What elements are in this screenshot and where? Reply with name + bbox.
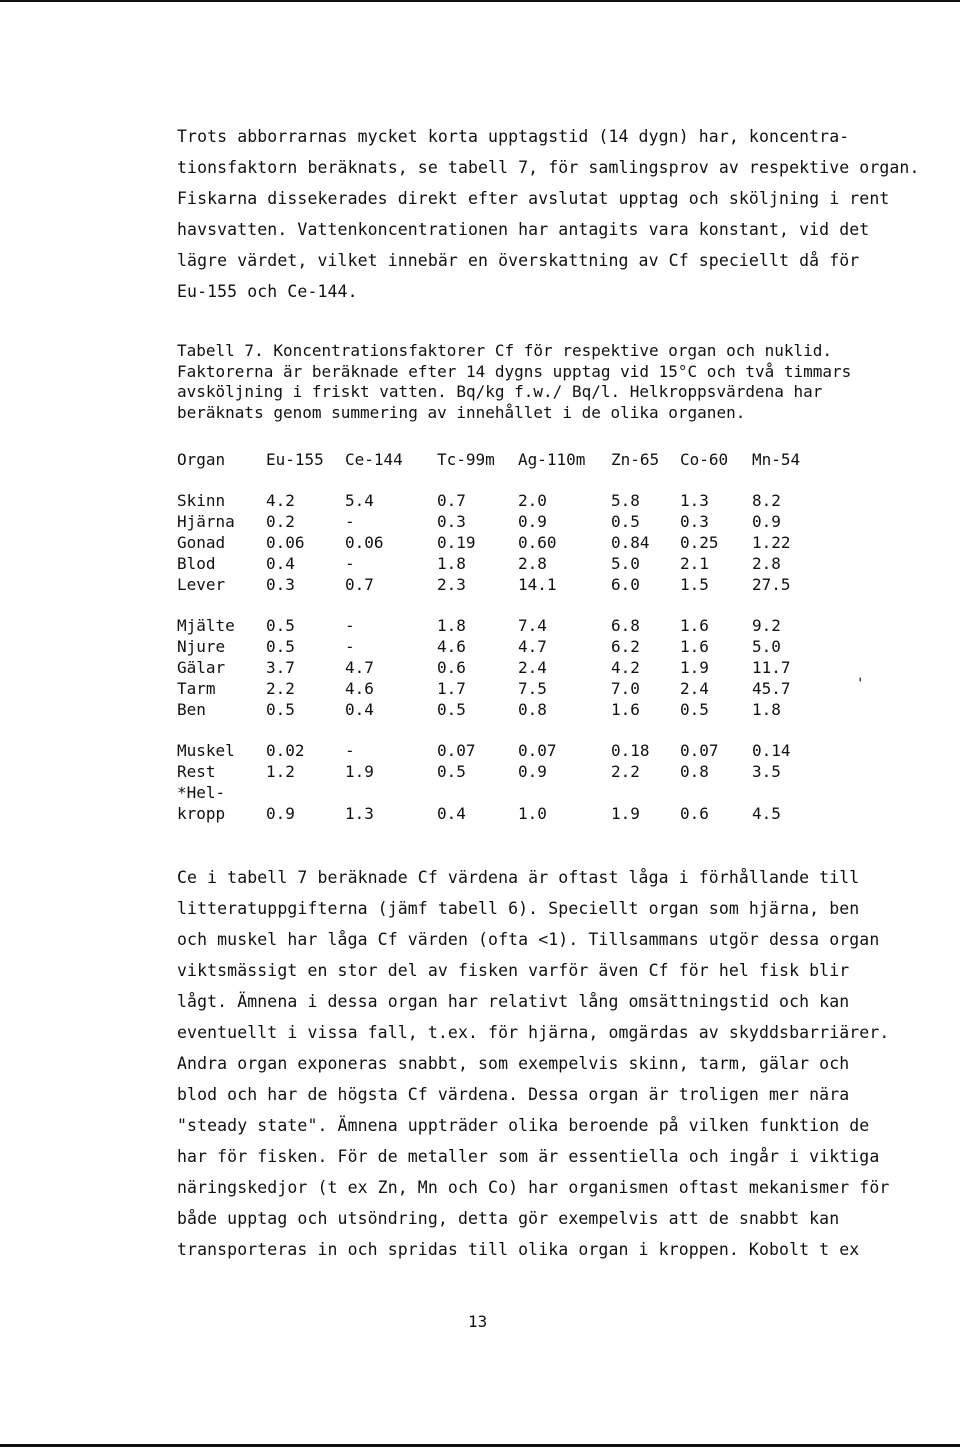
table-cell: 9.2 (752, 616, 781, 635)
paragraph-line: lägre värdet, vilket innebär en överskattning av Cf speciellt då för (177, 251, 860, 270)
table-cell: 4.5 (752, 804, 781, 823)
table-cell: 1.7 (437, 679, 466, 698)
table-cell: 1.9 (680, 658, 709, 677)
table-cell: 1.3 (680, 491, 709, 510)
table-cell: 0.9 (518, 512, 547, 531)
table-cell: 4.6 (345, 679, 374, 698)
table-cell: 0.07 (680, 741, 719, 760)
table-cell: 0.5 (266, 700, 295, 719)
table-header-cell: Organ (177, 450, 226, 469)
table-cell: 0.06 (345, 533, 384, 552)
table-cell: 1.6 (611, 700, 640, 719)
page-number: 13 (468, 1312, 488, 1331)
table-header-cell: Co-60 (680, 450, 729, 469)
table-row-label: Hjärna (177, 512, 235, 531)
table-cell: 0.7 (437, 491, 466, 510)
table-caption (177, 341, 851, 423)
table-cell: 0.5 (437, 762, 466, 781)
paragraph-line: både upptag och utsöndring, detta gör exempelvis att de snabbt kan (177, 1209, 840, 1228)
table-cell: 0.4 (437, 804, 466, 823)
table-cell: - (345, 512, 355, 531)
paragraph-line: "steady state". Ämnena uppträder olika beroende på vilken funktion de (177, 1116, 870, 1135)
table-cell: 0.3 (680, 512, 709, 531)
table-cell: 2.8 (752, 554, 781, 573)
table-cell: 7.0 (611, 679, 640, 698)
table-row-label: Gonad (177, 533, 226, 552)
table-cell: 0.9 (266, 804, 295, 823)
paragraph-line: transporteras in och spridas till olika organ i kroppen. Kobolt t ex (177, 1240, 860, 1259)
paragraph-line: Ce i tabell 7 beräknade Cf värdena är oftast låga i förhållande till (177, 868, 860, 887)
table-cell: 4.7 (345, 658, 374, 677)
table-cell: 7.4 (518, 616, 547, 635)
paragraph-line: viktsmässigt en stor del av fisken varför även Cf för hel fisk blir (177, 961, 850, 980)
table-cell: 0.9 (752, 512, 781, 531)
table-cell: 2.4 (518, 658, 547, 677)
table-row-label: kropp (177, 804, 226, 823)
table-cell: 0.19 (437, 533, 476, 552)
paragraph-line: Fiskarna dissekerades direkt efter avslutat upptag och sköljning i rent (177, 189, 890, 208)
table-row-label: Mjälte (177, 616, 235, 635)
table-row-label: Ben (177, 700, 206, 719)
table-cell: 0.5 (611, 512, 640, 531)
table-cell: 0.7 (345, 575, 374, 594)
table-row-label: Blod (177, 554, 216, 573)
table-cell: 0.06 (266, 533, 305, 552)
paragraph-line: Andra organ exponeras snabbt, som exempelvis skinn, tarm, gälar och (177, 1054, 850, 1073)
table-cell: 8.2 (752, 491, 781, 510)
table-cell: 0.3 (266, 575, 295, 594)
table-cell: 6.2 (611, 637, 640, 656)
table-cell: 0.3 (437, 512, 466, 531)
table-cell: - (345, 637, 355, 656)
table-header-cell: Ag-110m (518, 450, 586, 469)
paragraph-discussion (177, 862, 889, 1265)
table-cell: 0.5 (266, 616, 295, 635)
scan-top-border (0, 0, 960, 2)
table-cell: 4.2 (266, 491, 295, 510)
table-row-label: Tarm (177, 679, 216, 698)
table-cell: 5.0 (611, 554, 640, 573)
table-cell: 0.2 (266, 512, 295, 531)
table-cell: 1.8 (437, 554, 466, 573)
table-header-cell: Ce-144 (345, 450, 403, 469)
table-row-label: *Hel- (177, 783, 226, 802)
scan-bottom-border (0, 1444, 960, 1447)
table-cell: 0.5 (680, 700, 709, 719)
paragraph-intro (177, 121, 920, 307)
table-cell: 0.84 (611, 533, 650, 552)
table-cell: 0.02 (266, 741, 305, 760)
table-cell: 3.7 (266, 658, 295, 677)
paragraph-line: blod och har de högsta Cf värdena. Dessa organ är troligen mer nära (177, 1085, 850, 1104)
table-cell: 7.5 (518, 679, 547, 698)
table-cell: 0.07 (518, 741, 557, 760)
table-cell: 1.9 (345, 762, 374, 781)
table-cell: 0.07 (437, 741, 476, 760)
table-cell: 6.0 (611, 575, 640, 594)
table-header-cell: Eu-155 (266, 450, 324, 469)
table-cell: 2.0 (518, 491, 547, 510)
table-cell: 1.9 (611, 804, 640, 823)
table-cell: 2.4 (680, 679, 709, 698)
table-cell: 0.8 (680, 762, 709, 781)
table-cell: 0.4 (345, 700, 374, 719)
paragraph-line: och muskel har låga Cf värden (ofta <1). Tillsammans utgör dessa organ (177, 930, 880, 949)
table-cell: 0.5 (266, 637, 295, 656)
table-cell: 14.1 (518, 575, 557, 594)
paragraph-line: litteratuppgifterna (jämf tabell 6). Speciellt organ som hjärna, ben (177, 899, 860, 918)
caption-line: beräknats genom summering av innehållet i de olika organen. (177, 402, 746, 422)
table-cell: 1.0 (518, 804, 547, 823)
table-cell: 1.8 (752, 700, 781, 719)
table-cell: 0.6 (680, 804, 709, 823)
table-header-cell: Tc-99m (437, 450, 495, 469)
table-cell: 3.5 (752, 762, 781, 781)
table-cell: 0.4 (266, 554, 295, 573)
table-cell: 1.22 (752, 533, 791, 552)
table-cell: 27.5 (752, 575, 791, 594)
table-cell: 2.2 (611, 762, 640, 781)
table-row-label: Njure (177, 637, 226, 656)
paragraph-line: eventuellt i vissa fall, t.ex. för hjärna, omgärdas av skyddsbarriärer. (177, 1023, 890, 1042)
table-cell: 0.14 (752, 741, 791, 760)
paragraph-line: tionsfaktorn beräknats, se tabell 7, för samlingsprov av respektive organ. (177, 158, 920, 177)
table-cell: 1.2 (266, 762, 295, 781)
table-header-cell: Zn-65 (611, 450, 660, 469)
paragraph-line: Eu-155 och Ce-144. (177, 282, 358, 301)
table-cell: 2.2 (266, 679, 295, 698)
table-cell: - (345, 554, 355, 573)
table-cell: 4.2 (611, 658, 640, 677)
table-cell: 2.8 (518, 554, 547, 573)
paragraph-line: havsvatten. Vattenkoncentrationen har antagits vara konstant, vid det (177, 220, 870, 239)
table-cell: 2.3 (437, 575, 466, 594)
caption-line: Tabell 7. Koncentrationsfaktorer Cf för respektive organ och nuklid. (177, 341, 833, 360)
table-cell: 0.60 (518, 533, 557, 552)
table-cell: 1.6 (680, 637, 709, 656)
table-cell: 2.1 (680, 554, 709, 573)
table-row-label: Rest (177, 762, 216, 781)
table-cell: 0.25 (680, 533, 719, 552)
table-row-label: Muskel (177, 741, 235, 760)
table-cell: 6.8 (611, 616, 640, 635)
table-cell: 1.8 (437, 616, 466, 635)
table-row-label: Lever (177, 575, 226, 594)
table-cell: 4.7 (518, 637, 547, 656)
table-cell: 1.3 (345, 804, 374, 823)
table-header-cell: Mn-54 (752, 450, 801, 469)
table-row-label: Gälar (177, 658, 226, 677)
table-cell: 1.6 (680, 616, 709, 635)
table-cell: 1.5 (680, 575, 709, 594)
caption-line: avsköljning i friskt vatten. Bq/kg f.w./ Bq/l. Helkroppsvärdena har (177, 382, 823, 401)
table-cell: 0.18 (611, 741, 650, 760)
margin-mark: ' (856, 676, 865, 692)
table-cell: 45.7 (752, 679, 791, 698)
table-row-label: Skinn (177, 491, 226, 510)
table-cell: 0.5 (437, 700, 466, 719)
table-cell: - (345, 616, 355, 635)
table-cell: 5.0 (752, 637, 781, 656)
table-cell: 5.4 (345, 491, 374, 510)
paragraph-line: lågt. Ämnena i dessa organ har relativt lång omsättningstid och kan (177, 992, 850, 1011)
table-cell: 0.9 (518, 762, 547, 781)
paragraph-line: Trots abborrarnas mycket korta upptagstid (14 dygn) har, koncentra- (177, 127, 850, 146)
table-cell: 4.6 (437, 637, 466, 656)
caption-line: Faktorerna är beräknade efter 14 dygns upptag vid 15°C och två timmars (177, 361, 852, 381)
table-cell: - (345, 741, 355, 760)
paragraph-line: har för fisken. För de metaller som är essentiella och ingår i viktiga (177, 1147, 880, 1166)
table-cell: 0.8 (518, 700, 547, 719)
table-cell: 0.6 (437, 658, 466, 677)
table-cell: 5.8 (611, 491, 640, 510)
table-cell: 11.7 (752, 658, 791, 677)
paragraph-line: näringskedjor (t ex Zn, Mn och Co) har organismen oftast mekanismer för (177, 1178, 890, 1197)
